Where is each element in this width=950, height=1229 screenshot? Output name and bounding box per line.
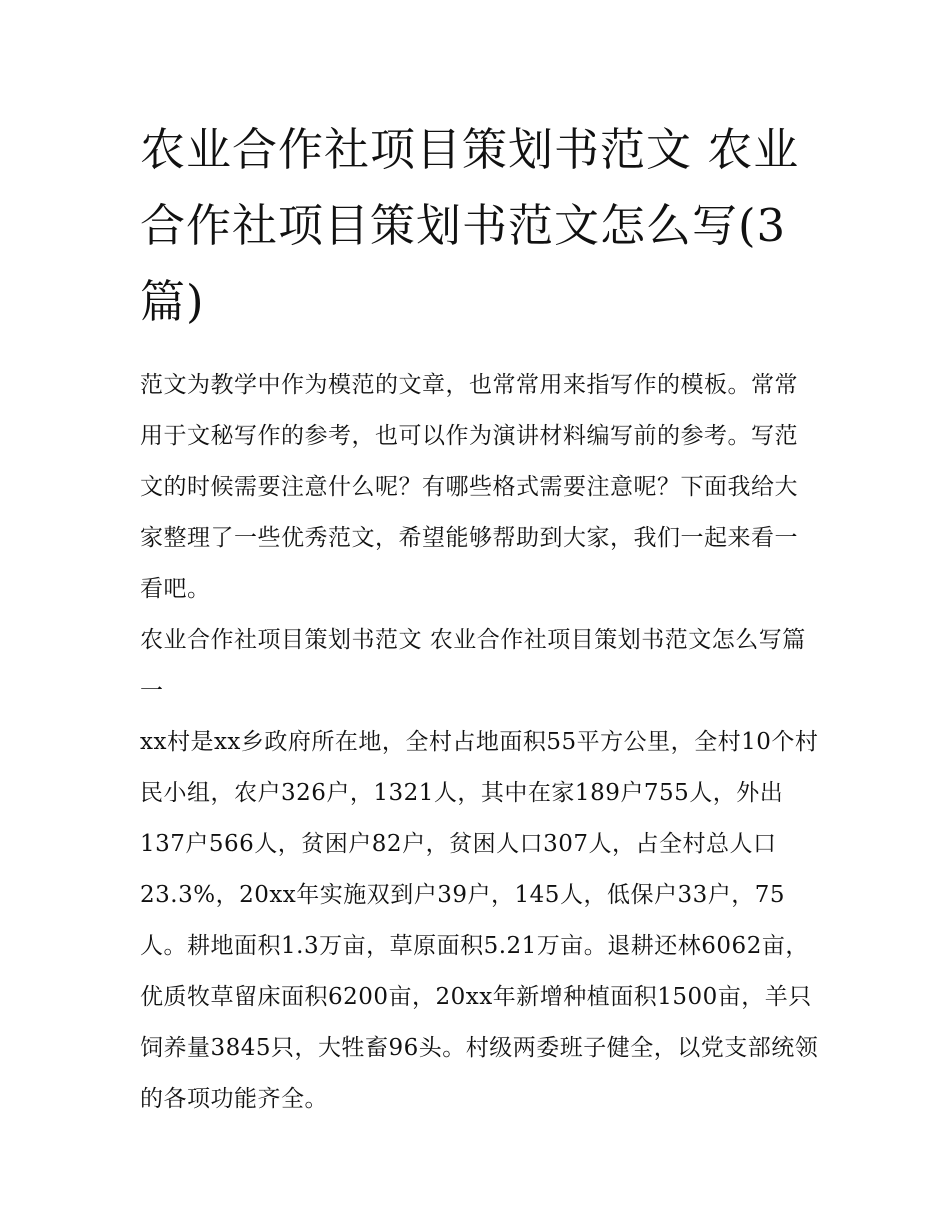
document-page xyxy=(140,112,820,1125)
section-heading: 农业合作社项目策划书范文 农业合作社项目策划书范文怎么写篇一 xyxy=(140,627,806,704)
intro-paragraph: 范文为教学中作为模范的文章，也常常用来指写作的模板。常常用于文秘写作的参考，也可以作为演讲材料编写前的参考。写范文的时候需要注意什么呢？有哪些格式需要注意呢？下面我给大家整理了一些优秀范文，希望能够帮助到大家，我们一起来看一看吧。 xyxy=(140,372,798,602)
document-title: 农业合作社项目策划书范文 农业合作社项目策划书范文怎么写(3篇) xyxy=(140,123,800,328)
body-paragraph: xx村是xx乡政府所在地，全村占地面积55平方公里，全村10个村民小组，农户326户，1321人，其中在家189户755人，外出137户566人，贫困户82户，贫困人口307人，占全村总人口23.3%，20xx年实施双到户39户，145人，低保户33户，75人。耕地面积1.3万亩，草原面积5.21万亩。退耕还林6062亩，优质牧草留床面积6200亩，20xx年新增种植面积1500亩，羊只饲养量3845只，大牲畜96头。村级两委班子健全，以党支部统领的各项功能齐全。 xyxy=(140,729,819,1112)
